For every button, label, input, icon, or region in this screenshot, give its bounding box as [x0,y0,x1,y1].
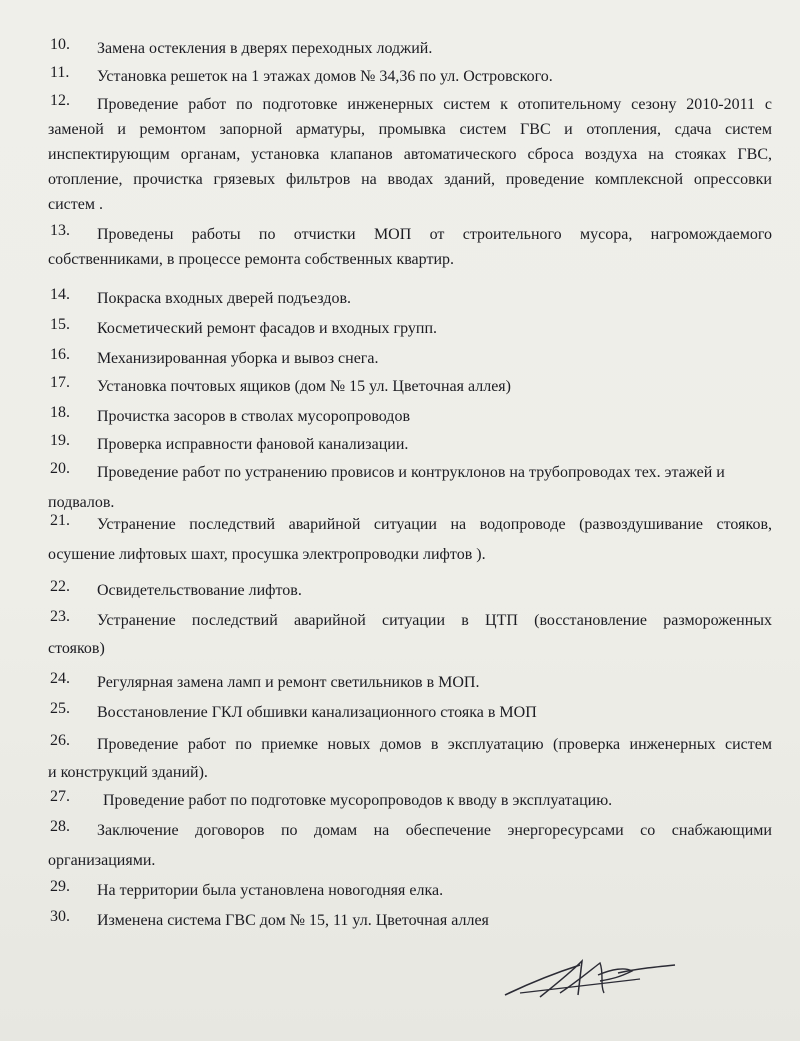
item-text: Проведение работ по подготовке инженерных систем к отопительному сезону 2010-2011 с [97,96,772,113]
item-text: Заключение договоров по домам на обеспечение энергоресурсами со снабжающими [97,822,772,839]
item-number: 16. [50,346,70,363]
item-text: стояков) [48,640,105,657]
item-number: 14. [50,286,70,303]
handwritten-signature [500,955,680,1015]
item-text: Освидетельствование лифтов. [97,582,302,599]
item-text: Проведение работ по приемке новых домов в эксплуатацию (проверка инженерных систем [97,736,772,753]
item-number: 28. [50,818,70,835]
item-text: и конструкций зданий). [48,764,208,781]
item-text: собственниками, в процессе ремонта собственных квартир. [48,251,454,268]
item-number: 24. [50,670,70,687]
item-text: заменой и ремонтом запорной арматуры, промывка систем ГВС и отопления, сдача систем [48,121,772,138]
item-text: организациями. [48,852,156,869]
item-number: 20. [50,460,70,477]
item-text: Покраска входных дверей подъездов. [97,290,352,307]
item-text: Изменена система ГВС дом № 15, 11 ул. Цветочная аллея [97,912,489,929]
item-number: 11. [50,64,70,81]
item-text: Устранение последствий аварийной ситуации в ЦТП (восстановление размороженных [97,612,772,629]
item-number: 17. [50,374,70,391]
item-text: осушение лифтовых шахт, просушка электропроводки лифтов ). [48,546,486,563]
item-number: 29. [50,878,70,895]
item-number: 21. [50,512,70,529]
item-number: 30. [50,908,70,925]
item-number: 27. [50,788,70,805]
item-text: Регулярная замена ламп и ремонт светильников в МОП. [97,674,480,691]
item-text: Прочистка засоров в стволах мусоропроводов [97,408,410,425]
item-text: подвалов. [48,494,115,511]
item-text: Замена остекления в дверях переходных лоджий. [97,40,433,57]
item-number: 15. [50,316,70,333]
item-text: Проверка исправности фановой канализации. [97,436,409,453]
item-number: 25. [50,700,70,717]
item-number: 23. [50,608,70,625]
item-text: Косметический ремонт фасадов и входных групп. [97,320,438,337]
item-text: Механизированная уборка и вывоз снега. [97,350,379,367]
item-text: Установка решеток на 1 этажах домов № 34,36 по ул. Островского. [97,68,553,85]
item-text: Устранение последствий аварийной ситуации на водопроводе (развоздушивание стояков, [97,516,772,533]
item-text: систем . [48,196,103,213]
item-text: Проведение работ по подготовке мусоропроводов к вводу в эксплуатацию. [103,792,613,809]
item-number: 10. [50,36,70,53]
item-text: На территории была установлена новогодняя елка. [97,882,444,899]
item-number: 22. [50,578,70,595]
item-text: Проведены работы по отчистки МОП от строительного мусора, нагромождаемого [97,226,772,243]
item-number: 13. [50,222,70,239]
item-text: Восстановление ГКЛ обшивки канализационного стояка в МОП [97,704,537,721]
item-text: Проведение работ по устранению провисов и контруклонов на трубопроводах тех. этажей и [97,464,725,481]
item-text: инспектирующим органам, установка клапанов автоматического сброса воздуха на стояках ГВС, [48,146,772,163]
item-number: 26. [50,732,70,749]
item-number: 18. [50,404,70,421]
item-text: Установка почтовых ящиков (дом № 15 ул. Цветочная аллея) [97,378,511,395]
item-number: 12. [50,92,70,109]
item-number: 19. [50,432,70,449]
item-text: отопление, прочистка грязевых фильтров на вводах зданий, проведение комплексной опрессовки [48,171,772,188]
